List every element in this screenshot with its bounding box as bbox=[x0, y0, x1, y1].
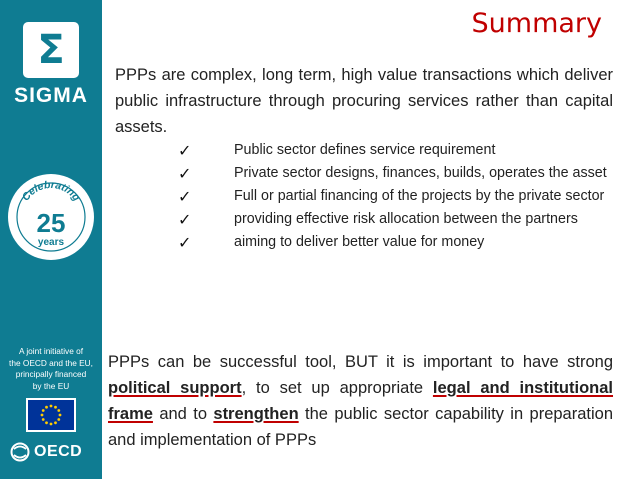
check-icon: ✓ bbox=[178, 141, 192, 160]
bullet-text: Full or partial financing of the projects by the private sector bbox=[234, 188, 605, 204]
check-icon: ✓ bbox=[178, 164, 192, 183]
check-icon: ✓ bbox=[178, 187, 192, 206]
check-icon: ✓ bbox=[178, 233, 192, 252]
conclusion-paragraph bbox=[108, 349, 613, 453]
badge-number: 25 bbox=[36, 208, 66, 238]
badge-line1: Celebrating bbox=[19, 178, 83, 204]
badge-line2: years bbox=[37, 237, 65, 248]
conclusion-text: the public sector capability in preparation and implementation of PPPs bbox=[108, 405, 614, 449]
highlight-strengthen: strengthen bbox=[213, 405, 299, 423]
bullet-text: providing effective risk allocation between the partners bbox=[234, 211, 578, 227]
conclusion-text: , to set up appropriate bbox=[241, 379, 433, 397]
initiative-line: principally financed bbox=[15, 369, 87, 379]
initiative-line: by the EU bbox=[32, 380, 70, 391]
highlight-political-support: political support bbox=[108, 379, 242, 397]
list-item bbox=[178, 185, 613, 208]
check-icon: ✓ bbox=[178, 210, 192, 229]
initiative-line: the OECD and the EU, bbox=[9, 357, 93, 368]
sidebar bbox=[0, 0, 102, 479]
intro-paragraph: PPPs are complex, long term, high value transactions which deliver public infrastructure through procuring services rather than capital assets. bbox=[115, 66, 613, 136]
eu-flag-icon bbox=[26, 398, 76, 432]
list-item bbox=[178, 139, 613, 162]
list-item bbox=[178, 231, 613, 254]
list-item bbox=[178, 208, 613, 231]
sigma-logo-text: SIGMA bbox=[14, 84, 88, 107]
highlight-legal-frame: legal and institutional frame bbox=[108, 379, 614, 423]
bullet-list bbox=[178, 139, 613, 254]
oecd-globe-icon bbox=[10, 442, 30, 462]
oecd-text: OECD bbox=[34, 443, 83, 460]
bullet-text: Public sector defines service requirement bbox=[234, 142, 496, 158]
initiative-text bbox=[2, 346, 100, 392]
oecd-logo bbox=[10, 442, 82, 462]
sigma-logo-icon bbox=[23, 22, 79, 78]
bullet-text: aiming to deliver better value for money bbox=[234, 234, 485, 250]
celebrating-25-years-badge bbox=[6, 172, 96, 262]
conclusion-text: PPPs can be successful tool, BUT it is important to have strong bbox=[108, 353, 613, 371]
slide-title: Summary bbox=[471, 8, 602, 39]
conclusion-text: and to bbox=[152, 405, 214, 423]
initiative-line: A joint initiative of bbox=[18, 346, 84, 356]
list-item bbox=[178, 162, 613, 185]
sigma-symbol: Σ bbox=[37, 27, 65, 73]
bullet-text: Private sector designs, finances, builds, operates the asset bbox=[234, 165, 607, 181]
